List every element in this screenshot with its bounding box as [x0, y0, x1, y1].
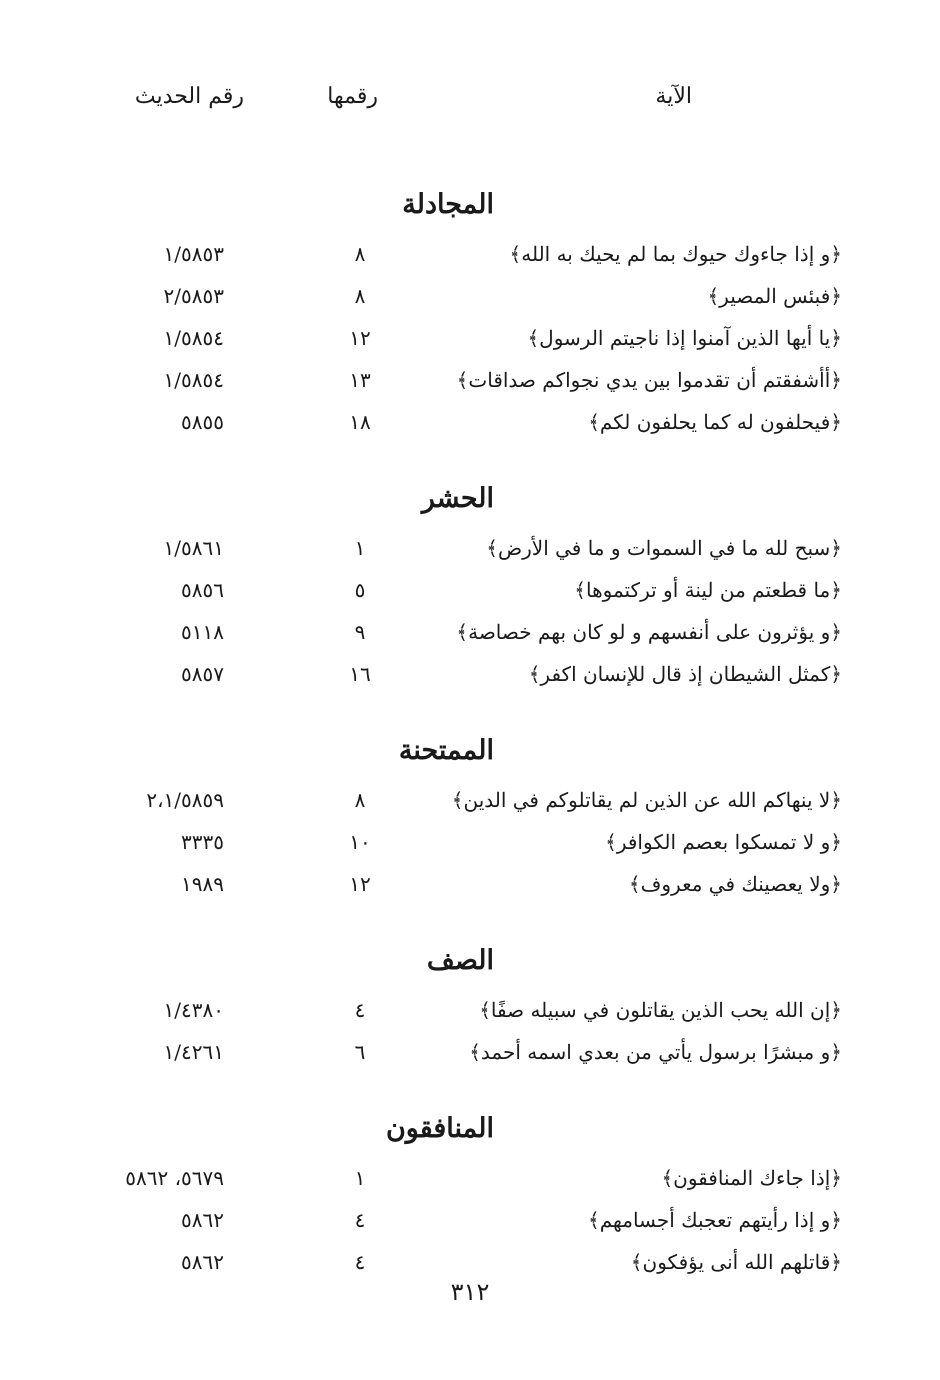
index-row — [0, 570, 940, 612]
page-number: ٣١٢ — [450, 1278, 490, 1306]
ayah-text: ﴿ما قطعتم من لينة أو تركتموها﴾ — [574, 578, 842, 602]
section-gap — [0, 696, 940, 726]
ayah-number: ٤ — [354, 1208, 366, 1232]
ayah-text: ﴿قاتلهم الله أنى يؤفكون﴾ — [630, 1250, 842, 1274]
ayah-number: ٨ — [354, 242, 366, 266]
ayah-number: ١٣ — [349, 368, 371, 392]
ayah-number: ١٨ — [349, 410, 371, 434]
section-gap — [0, 444, 940, 474]
hadith-number: ٥١١٨ — [181, 620, 224, 644]
hadith-number: ١/٤٢٦١ — [163, 1040, 224, 1064]
hadith-number: ١/٤٣٨٠ — [163, 998, 224, 1022]
hadith-number: ١/٥٨٦١ — [163, 536, 224, 560]
surah-title: الممتحنة — [398, 735, 494, 766]
surah-section — [0, 1104, 940, 1284]
surah-section — [0, 726, 940, 906]
hadith-number: ٥٨٥٧ — [181, 662, 224, 686]
index-row — [0, 864, 940, 906]
header-hadith-number: رقم الحديث — [134, 84, 244, 109]
ayah-number: ١٢ — [349, 872, 371, 896]
header-ayah-number: رقمها — [327, 84, 378, 109]
index-row — [0, 276, 940, 318]
column-header — [0, 84, 940, 124]
hadith-number: ٥٨٥٥ — [181, 410, 224, 434]
ayah-text: ﴿يا أيها الذين آمنوا إذا ناجيتم الرسول﴾ — [527, 326, 842, 350]
hadith-number: ٥٨٥٦ — [181, 578, 224, 602]
hadith-number: ١٩٨٩ — [181, 872, 224, 896]
index-row — [0, 780, 940, 822]
index-row — [0, 822, 940, 864]
ayah-text: ﴿لا ينهاكم الله عن الذين لم يقاتلوكم في الدين﴾ — [451, 788, 842, 812]
ayah-number: ١٦ — [349, 662, 371, 686]
ayah-number: ١ — [354, 536, 366, 560]
hadith-number: ١/٥٨٥٣ — [163, 242, 224, 266]
ayah-text: ﴿كمثل الشيطان إذ قال للإنسان اكفر﴾ — [528, 662, 842, 686]
ayah-text: ﴿ولا يعصينك في معروف﴾ — [628, 872, 842, 896]
ayah-number: ١٠ — [349, 830, 371, 854]
hadith-number: ٢،١/٥٨٥٩ — [146, 788, 224, 812]
ayah-number: ٥ — [354, 578, 366, 602]
surah-section — [0, 180, 940, 444]
ayah-text: ﴿إن الله يحب الذين يقاتلون في سبيله صفًا﴾ — [479, 998, 842, 1022]
header-ayah: الآية — [655, 84, 692, 109]
ayah-number: ٦ — [354, 1040, 366, 1064]
ayah-text: ﴿فبئس المصير﴾ — [707, 284, 842, 308]
index-row — [0, 528, 940, 570]
hadith-number: ٥٨٦٢ — [181, 1250, 224, 1274]
section-gap — [0, 906, 940, 936]
index-content — [0, 180, 940, 1284]
index-row — [0, 402, 940, 444]
index-row — [0, 654, 940, 696]
ayah-number: ٤ — [354, 998, 366, 1022]
hadith-number: ١/٥٨٥٤ — [163, 326, 224, 350]
index-row — [0, 360, 940, 402]
ayah-text: ﴿و يؤثرون على أنفسهم و لو كان بهم خصاصة﴾ — [456, 620, 842, 644]
surah-title: المنافقون — [385, 1113, 494, 1144]
hadith-number: ٣٣٣٥ — [181, 830, 224, 854]
ayah-number: ٨ — [354, 788, 366, 812]
ayah-text: ﴿أأشفقتم أن تقدموا بين يدي نجواكم صداقات﴾ — [456, 368, 842, 392]
surah-title: الحشر — [421, 483, 494, 514]
section-gap — [0, 1074, 940, 1104]
ayah-text: ﴿و إذا رأيتهم تعجبك أجسامهم﴾ — [587, 1208, 842, 1232]
ayah-number: ١٢ — [349, 326, 371, 350]
surah-section — [0, 474, 940, 696]
surah-title: المجادلة — [402, 189, 494, 220]
ayah-text: ﴿و لا تمسكوا بعصم الكوافر﴾ — [605, 830, 842, 854]
surah-section — [0, 936, 940, 1074]
index-row — [0, 612, 940, 654]
ayah-text: ﴿و إذا جاءوك حيوك بما لم يحيك به الله﴾ — [509, 242, 842, 266]
index-row — [0, 990, 940, 1032]
index-row — [0, 1200, 940, 1242]
hadith-number: ٥٦٧٩، ٥٨٦٢ — [125, 1166, 224, 1190]
index-row — [0, 318, 940, 360]
index-row — [0, 234, 940, 276]
ayah-text: ﴿و مبشرًا برسول يأتي من بعدي اسمه أحمد﴾ — [469, 1040, 842, 1064]
hadith-number: ٢/٥٨٥٣ — [163, 284, 224, 308]
ayah-text: ﴿سبح لله ما في السموات و ما في الأرض﴾ — [486, 536, 842, 560]
ayah-text: ﴿فيحلفون له كما يحلفون لكم﴾ — [588, 410, 842, 434]
ayah-number: ٩ — [354, 620, 366, 644]
hadith-number: ١/٥٨٥٤ — [163, 368, 224, 392]
ayah-number: ٨ — [354, 284, 366, 308]
index-row — [0, 1032, 940, 1074]
surah-title: الصف — [426, 945, 494, 976]
ayah-number: ٤ — [354, 1250, 366, 1274]
index-row — [0, 1158, 940, 1200]
ayah-number: ١ — [354, 1166, 366, 1190]
hadith-number: ٥٨٦٢ — [181, 1208, 224, 1232]
ayah-text: ﴿إذا جاءك المنافقون﴾ — [661, 1166, 842, 1190]
